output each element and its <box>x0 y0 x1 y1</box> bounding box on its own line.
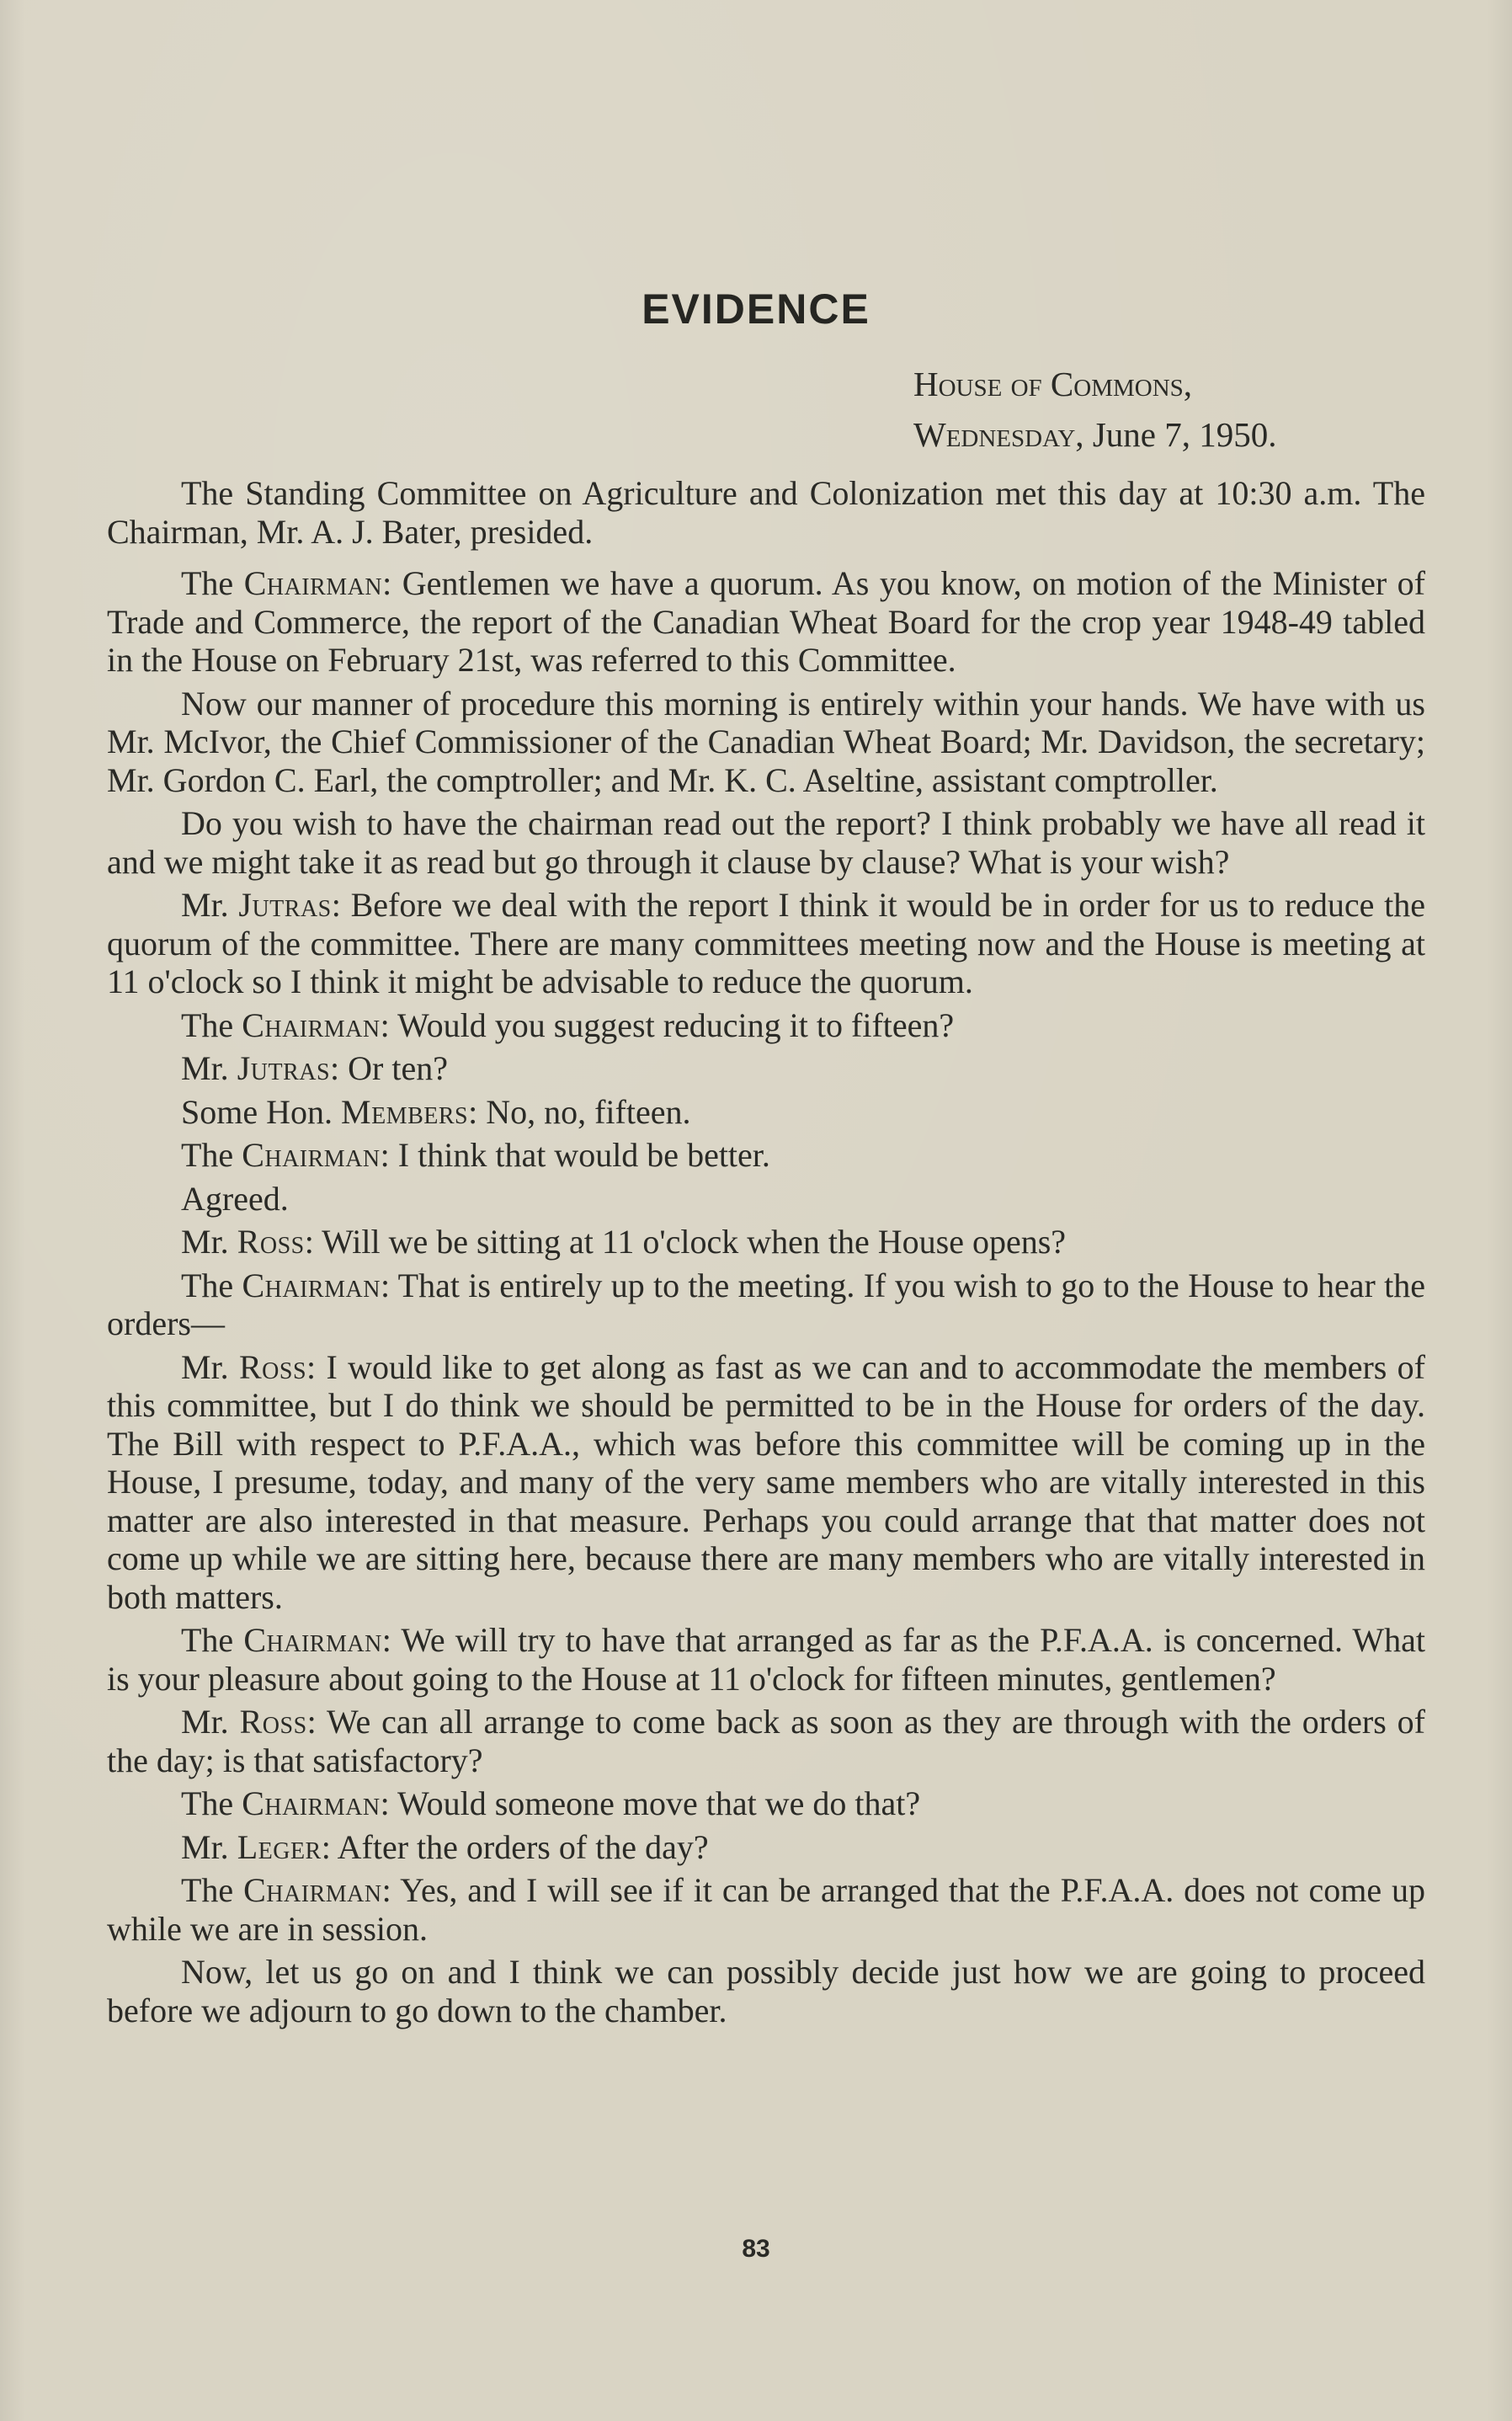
speaker-name: Chairman <box>242 1266 381 1304</box>
speaker-name: Chairman <box>243 564 383 602</box>
paragraph-text: Gentlemen we have a quorum. As you know, on motion of the Minister of Trade and Commerce, the report of the Canadian Wheat Board for the crop year 1948-49 tabled in the House on February 21st, was referred to this Committee. <box>107 564 1425 679</box>
speaker-colon: : <box>330 1049 340 1087</box>
speaker-name: Chairman <box>242 1005 381 1044</box>
paragraph-text: Yes, and I will see if it can be arranged that the P.F.A.A. does not come up while we are in session. <box>107 1871 1426 1948</box>
speaker-prefix: The <box>181 1784 242 1822</box>
paragraph <box>107 1266 1425 1343</box>
paragraph <box>107 1953 1425 2029</box>
speaker-colon: : <box>380 1266 391 1304</box>
paragraph-text: That is entirely up to the meeting. If you wish to go to the House to hear the orders— <box>107 1266 1425 1342</box>
paragraph-text: I would like to get along as fast as we can and to accommodate the members of this committee, but I do think we should be permitted to be in the House for orders of the day. The Bill with respect to P.F.A.A., which was before this committee will be coming up in the House, I presume, today, and many of the very same members who are vitally interested in this matter are also interested in that measure. Perhaps you could arrange that that matter does not come up while we are sitting here, because there are many members who are vitally interested in both matters. <box>107 1347 1425 1616</box>
paragraph <box>107 1703 1425 1779</box>
paragraph <box>107 804 1425 881</box>
paragraph-text: Agreed. <box>181 1179 289 1218</box>
paragraph <box>107 1093 1425 1132</box>
speaker-name: Ross <box>239 1347 307 1386</box>
speaker-prefix: The <box>181 1871 244 1909</box>
speaker-name: Jutras <box>238 886 332 924</box>
dateline-house <box>913 362 1192 406</box>
speaker-prefix: The <box>181 1621 244 1659</box>
paragraph-text: The Standing Committee on Agriculture and Colonization met this day at 10:30 a.m. The Chairman, Mr. A. J. Bater, presided. <box>107 474 1425 551</box>
paragraph <box>107 1348 1425 1617</box>
paragraph-text: We will try to have that arranged as far as the P.F.A.A. is concerned. What is your pleasure about going to the House at 11 o'clock for fifteen minutes, gentlemen? <box>107 1621 1426 1698</box>
transcript-body <box>107 474 1425 2034</box>
paragraph-text: Do you wish to have the chairman read out the report? I think probably we have all read it and we might take it as read but go through it clause by clause? What is your wish? <box>107 804 1425 881</box>
paragraph-text: Or ten? <box>339 1049 448 1087</box>
speaker-prefix: The <box>181 1136 242 1174</box>
speaker-colon: : <box>382 564 392 602</box>
speaker-colon: : <box>306 1703 317 1741</box>
paragraph <box>107 1180 1425 1218</box>
speaker-prefix: The <box>181 564 244 602</box>
paragraph <box>107 1049 1425 1088</box>
speaker-prefix: Mr. <box>181 1223 237 1261</box>
speaker-colon: : <box>306 1347 317 1386</box>
speaker-name: Ross <box>237 1223 305 1261</box>
speaker-prefix: Some Hon. <box>181 1092 341 1131</box>
paragraph-text: No, no, fifteen. <box>477 1092 691 1131</box>
paragraph <box>107 685 1425 800</box>
speaker-name: Jutras <box>237 1049 331 1087</box>
speaker-colon: : <box>381 1621 391 1659</box>
paragraph <box>107 1136 1425 1175</box>
dateline-day: Wednesday, <box>913 415 1084 454</box>
dateline-date-text: June 7, 1950. <box>1092 415 1277 454</box>
paragraph-text: After the orders of the day? <box>330 1827 709 1866</box>
speaker-name: Leger <box>237 1827 322 1866</box>
paragraph-text: Before we deal with the report I think it would be in order for us to reduce the quorum of the committee. There are many committees meeting now and the House is meeting at 11 o'clock so I think it might be advisable to reduce the quorum. <box>107 886 1425 1000</box>
speaker-prefix: The <box>181 1005 242 1044</box>
speaker-colon: : <box>468 1092 478 1131</box>
speaker-colon: : <box>380 1136 390 1174</box>
speaker-name: Chairman <box>242 1784 381 1822</box>
paragraph <box>107 1223 1425 1261</box>
paragraph <box>107 1784 1425 1823</box>
paragraph <box>107 1871 1425 1948</box>
paragraph-text: Would you suggest reducing it to fifteen? <box>389 1005 955 1044</box>
paragraph <box>107 1828 1425 1867</box>
paragraph-text: I think that would be better. <box>389 1136 770 1174</box>
speaker-name: Members <box>341 1092 469 1131</box>
paragraph-text: Would someone move that we do that? <box>389 1784 921 1822</box>
speaker-name: Chairman <box>243 1871 382 1909</box>
speaker-colon: : <box>380 1005 390 1044</box>
paragraph <box>107 564 1425 680</box>
paragraph-text: Now, let us go on and I think we can possibly decide just how we are going to proceed before we adjourn to go down to the chamber. <box>107 1953 1425 2029</box>
speaker-colon: : <box>381 1871 391 1909</box>
paragraph-text: We can all arrange to come back as soon as they are through with the orders of the day; is that satisfactory? <box>107 1703 1425 1779</box>
paragraph <box>107 1006 1425 1045</box>
speaker-name: Ross <box>239 1703 307 1741</box>
paragraph <box>107 474 1425 551</box>
speaker-prefix: Mr. <box>181 1827 237 1866</box>
page-title: EVIDENCE <box>642 285 870 333</box>
speaker-colon: : <box>380 1784 390 1822</box>
dateline-house-text: House of Commons, <box>913 365 1193 403</box>
paragraph-text: Will we be sitting at 11 o'clock when the House opens? <box>313 1223 1067 1261</box>
speaker-name: Chairman <box>242 1136 381 1174</box>
speaker-colon: : <box>321 1827 331 1866</box>
page-number: 83 <box>742 2235 770 2263</box>
speaker-colon: : <box>331 886 341 924</box>
paragraph-text: Now our manner of procedure this morning is entirely within your hands. We have with us Mr. McIvor, the Chief Commissioner of the Canadian Wheat Board; Mr. Davidson, the secretary; Mr. Gordon C. Earl, the comptroller; and Mr. K. C. Aseltine, assistant comptroller. <box>107 684 1425 799</box>
dateline-date <box>913 413 1276 456</box>
paragraph <box>107 886 1425 1001</box>
speaker-prefix: Mr. <box>181 1347 239 1386</box>
speaker-colon: : <box>304 1223 314 1261</box>
speaker-prefix: The <box>181 1266 242 1304</box>
speaker-name: Chairman <box>243 1621 382 1659</box>
paragraph <box>107 1621 1425 1698</box>
speaker-prefix: Mr. <box>181 1703 240 1741</box>
speaker-prefix: Mr. <box>181 1049 237 1087</box>
speaker-prefix: Mr. <box>181 886 239 924</box>
